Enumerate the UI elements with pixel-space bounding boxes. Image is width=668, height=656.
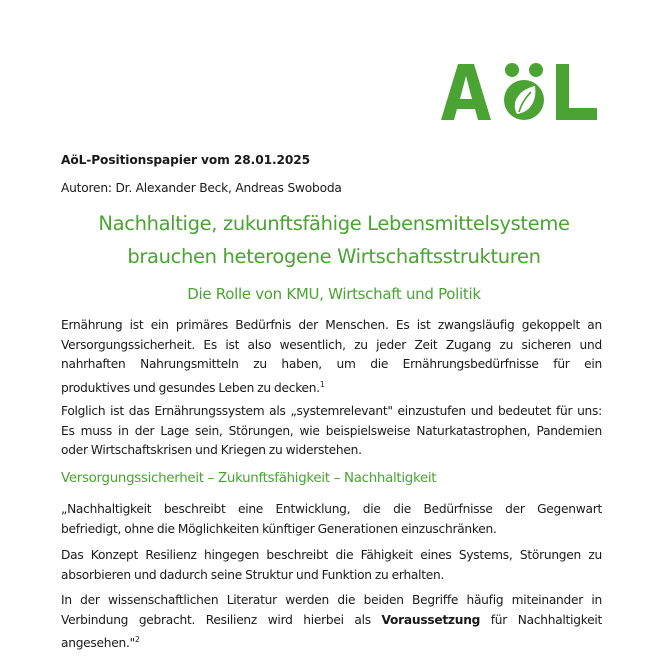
logo-umlaut-dot-left	[505, 63, 519, 77]
paragraph-line: Versorgungssicherheit. Es ist also wesentlich, zu jeder Zeit Zugang zu sicheren und	[61, 337, 602, 352]
paragraph-system-relevant	[61, 402, 602, 461]
logo-umlaut-dot-right	[529, 63, 543, 77]
paragraph-scientific-literature	[61, 591, 602, 654]
paragraph-line-last: absorbieren und dadurch seine Struktur und Funktion zu erhalten.	[61, 567, 445, 582]
emphasis-prerequisite: Voraussetzung	[381, 612, 481, 627]
paragraph-line-last: befriedigt, ohne die Möglichkeiten künftiger Generationen einzuschränken.	[61, 521, 497, 536]
footnote-ref-2[interactable]: 2	[134, 635, 140, 645]
paragraph-line: Ernährung ist ein primäres Bedürfnis der Menschen. Es ist zwangsläufig gekoppelt an	[61, 318, 602, 332]
aoel-logo	[441, 62, 605, 120]
paragraph-resilience-concept	[61, 546, 602, 585]
paragraph-line: In der wissenschaftlichen Literatur werden die beiden Begriffe häufig miteinander in	[61, 593, 602, 607]
page-subtitle: Die Rolle von KMU, Wirtschaft und Politik	[187, 285, 481, 303]
paragraph-line: Folglich ist das Ernährungssystem als „systemrelevant" einzustufen und bedeutet für uns:	[61, 404, 602, 418]
authors: Autoren: Dr. Alexander Beck, Andreas Swoboda	[61, 181, 342, 195]
paragraph-text: angesehen."	[61, 636, 135, 651]
page-title	[0, 207, 668, 273]
page-title-line-1: Nachhaltige, zukunftsfähige Lebensmittelsysteme	[98, 212, 570, 235]
paragraph-sustainability-definition	[61, 500, 602, 539]
paragraph-line-last	[61, 375, 602, 399]
paragraph-text: für Nachhaltigkeit	[480, 612, 602, 627]
paragraph-line: Es muss in der Lage sein, Störungen, wie beispielsweise Naturkatastrophen, Pandemien	[61, 423, 602, 438]
paragraph-line: „Nachhaltigkeit beschreibt eine Entwicklung, die die Bedürfnisse der Gegenwart	[61, 502, 602, 516]
paragraph-line-last	[61, 630, 602, 654]
footnote-ref-1[interactable]: 1	[319, 380, 325, 390]
paragraph-line-last: oder Wirtschaftskrisen und Kriegen zu widerstehen.	[61, 443, 362, 458]
logo-letter-l	[556, 64, 597, 120]
logo-letter-a	[441, 64, 491, 120]
paragraph-line: Das Konzept Resilienz hingegen beschreibt die Fähigkeit eines Systems, Störungen zu	[61, 548, 602, 562]
paragraph-text: produktives und gesundes Leben zu decken.	[61, 381, 320, 396]
paragraph-text: Verbindung gebracht. Resilienz wird hierbei als	[61, 612, 382, 627]
paragraph-line: nahrhaften Nahrungsmitteln zu haben, um die Ernährungsbedürfnisse für ein	[61, 357, 602, 372]
aoel-logo-graphic	[441, 62, 605, 120]
document-type-date: AöL-Positionspapier vom 28.01.2025	[61, 153, 311, 167]
paragraph-line-with-emphasis	[61, 611, 602, 631]
paragraph-nutrition-need	[61, 316, 602, 399]
section-heading: Versorgungssicherheit – Zukunftsfähigkeit – Nachhaltigkeit	[61, 471, 437, 486]
page-title-line-2: brauchen heterogene Wirtschaftsstrukturen	[127, 245, 541, 268]
